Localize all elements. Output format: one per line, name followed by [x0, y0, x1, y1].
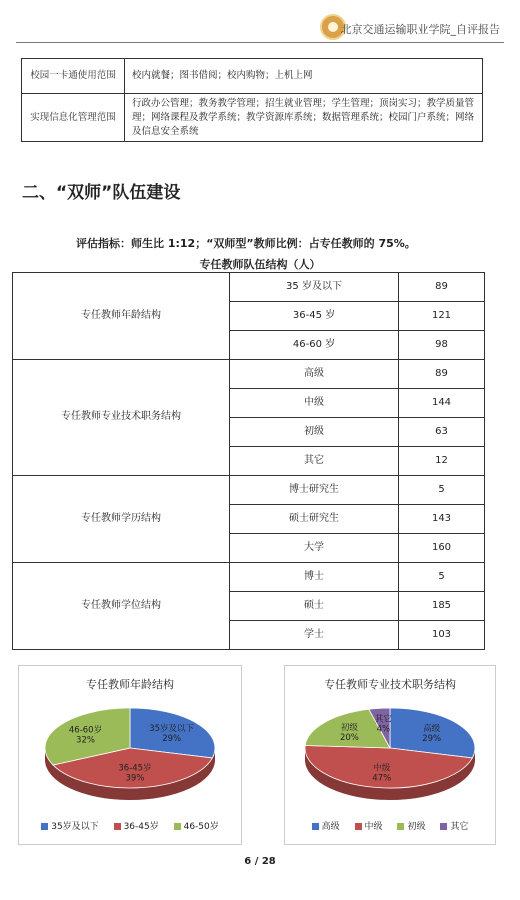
category-cell: 专任教师学位结构	[13, 563, 230, 650]
label-cell: 博士研究生	[230, 476, 399, 505]
value-cell: 144	[399, 389, 485, 418]
slice-label: 46-60岁 32%	[68, 725, 103, 746]
slice-label: 高级 29%	[422, 723, 442, 744]
table-row	[13, 273, 485, 302]
value-cell: 121	[399, 302, 485, 331]
legend-item	[355, 822, 383, 832]
table-row	[13, 563, 485, 592]
info-table	[21, 58, 483, 142]
legend-swatch	[440, 823, 447, 830]
legend-label: 36-45岁	[123, 822, 159, 832]
staff-structure-table	[12, 272, 485, 650]
table-row	[13, 360, 485, 389]
page-header	[16, 12, 504, 43]
legend-item	[41, 822, 98, 832]
slice-label: 初级 20%	[339, 723, 359, 744]
label-cell: 36-45 岁	[230, 302, 399, 331]
category-cell: 专任教师年龄结构	[13, 273, 230, 360]
category-cell: 专任教师学历结构	[13, 476, 230, 563]
table-row	[22, 59, 483, 94]
legend-item	[440, 822, 468, 832]
value-cell: 160	[399, 534, 485, 563]
label-cell: 硕士研究生	[230, 505, 399, 534]
legend-item	[397, 822, 425, 832]
table-row	[22, 94, 483, 142]
legend-label: 高级	[321, 822, 340, 832]
legend-swatch	[174, 823, 181, 830]
legend-item	[114, 822, 159, 832]
label-cell: 46-60 岁	[230, 331, 399, 360]
chart-title: 专任教师专业技术职务结构	[324, 678, 456, 691]
label-cell: 初级	[230, 418, 399, 447]
legend-item	[174, 822, 219, 832]
age-structure-chart	[18, 665, 242, 845]
row-label: 实现信息化管理范围	[22, 94, 125, 142]
label-cell: 中级	[230, 389, 399, 418]
title-structure-chart	[284, 665, 496, 845]
slice-label: 35岁及以下 29%	[149, 723, 195, 744]
legend-label: 35岁及以下	[51, 822, 99, 832]
table-row	[13, 476, 485, 505]
category-cell: 专任教师专业技术职务结构	[13, 360, 230, 476]
row-label: 校园一卡通使用范围	[22, 59, 125, 94]
legend-swatch	[114, 823, 121, 830]
slice-label: 36-45岁 39%	[118, 763, 152, 784]
value-cell: 89	[399, 273, 485, 302]
slice-label: 中级 47%	[372, 763, 392, 784]
value-cell: 89	[399, 360, 485, 389]
label-cell: 大学	[230, 534, 399, 563]
page-number: 6 / 28	[244, 856, 276, 867]
value-cell: 12	[399, 447, 485, 476]
chart-legend	[19, 819, 241, 832]
legend-label: 初级	[407, 822, 426, 832]
value-cell: 63	[399, 418, 485, 447]
legend-item	[312, 822, 340, 832]
label-cell: 硕士	[230, 592, 399, 621]
label-cell: 35 岁及以下	[230, 273, 399, 302]
row-value: 校内就餐；图书借阅；校内购物；上机上网	[125, 59, 483, 94]
value-cell: 98	[399, 331, 485, 360]
label-cell: 高级	[230, 360, 399, 389]
label-cell: 博士	[230, 563, 399, 592]
value-cell: 5	[399, 476, 485, 505]
value-cell: 103	[399, 621, 485, 650]
pie-chart-canvas	[19, 696, 241, 836]
slice-label: 其它 4%	[374, 714, 392, 735]
chart-legend	[285, 819, 495, 832]
label-cell: 其它	[230, 447, 399, 476]
chart-title: 专任教师年龄结构	[86, 678, 174, 691]
indicator-text: 评估指标：师生比 1:12；“双师型”教师比例：占专任教师的 75%。	[76, 237, 416, 250]
legend-label: 其它	[450, 822, 469, 832]
pie-chart-canvas	[285, 696, 495, 836]
row-value: 行政办公管理；教务教学管理；招生就业管理；学生管理；顶岗实习；教学质量管理；网络课程及教学系统；教学资源库系统；数据管理系统；校园门户系统；网络及信息安全系统	[125, 94, 483, 142]
header-title: 北京交通运输职业学院_自评报告	[340, 23, 500, 36]
legend-swatch	[312, 823, 319, 830]
legend-label: 中级	[364, 822, 383, 832]
staff-table-title: 专任教师队伍结构（人）	[199, 258, 321, 271]
section-heading: 二、“双师”队伍建设	[22, 183, 181, 203]
label-cell: 学士	[230, 621, 399, 650]
value-cell: 143	[399, 505, 485, 534]
value-cell: 5	[399, 563, 485, 592]
legend-swatch	[397, 823, 404, 830]
legend-swatch	[355, 823, 362, 830]
value-cell: 185	[399, 592, 485, 621]
legend-swatch	[41, 823, 48, 830]
legend-label: 46-50岁	[183, 822, 219, 832]
